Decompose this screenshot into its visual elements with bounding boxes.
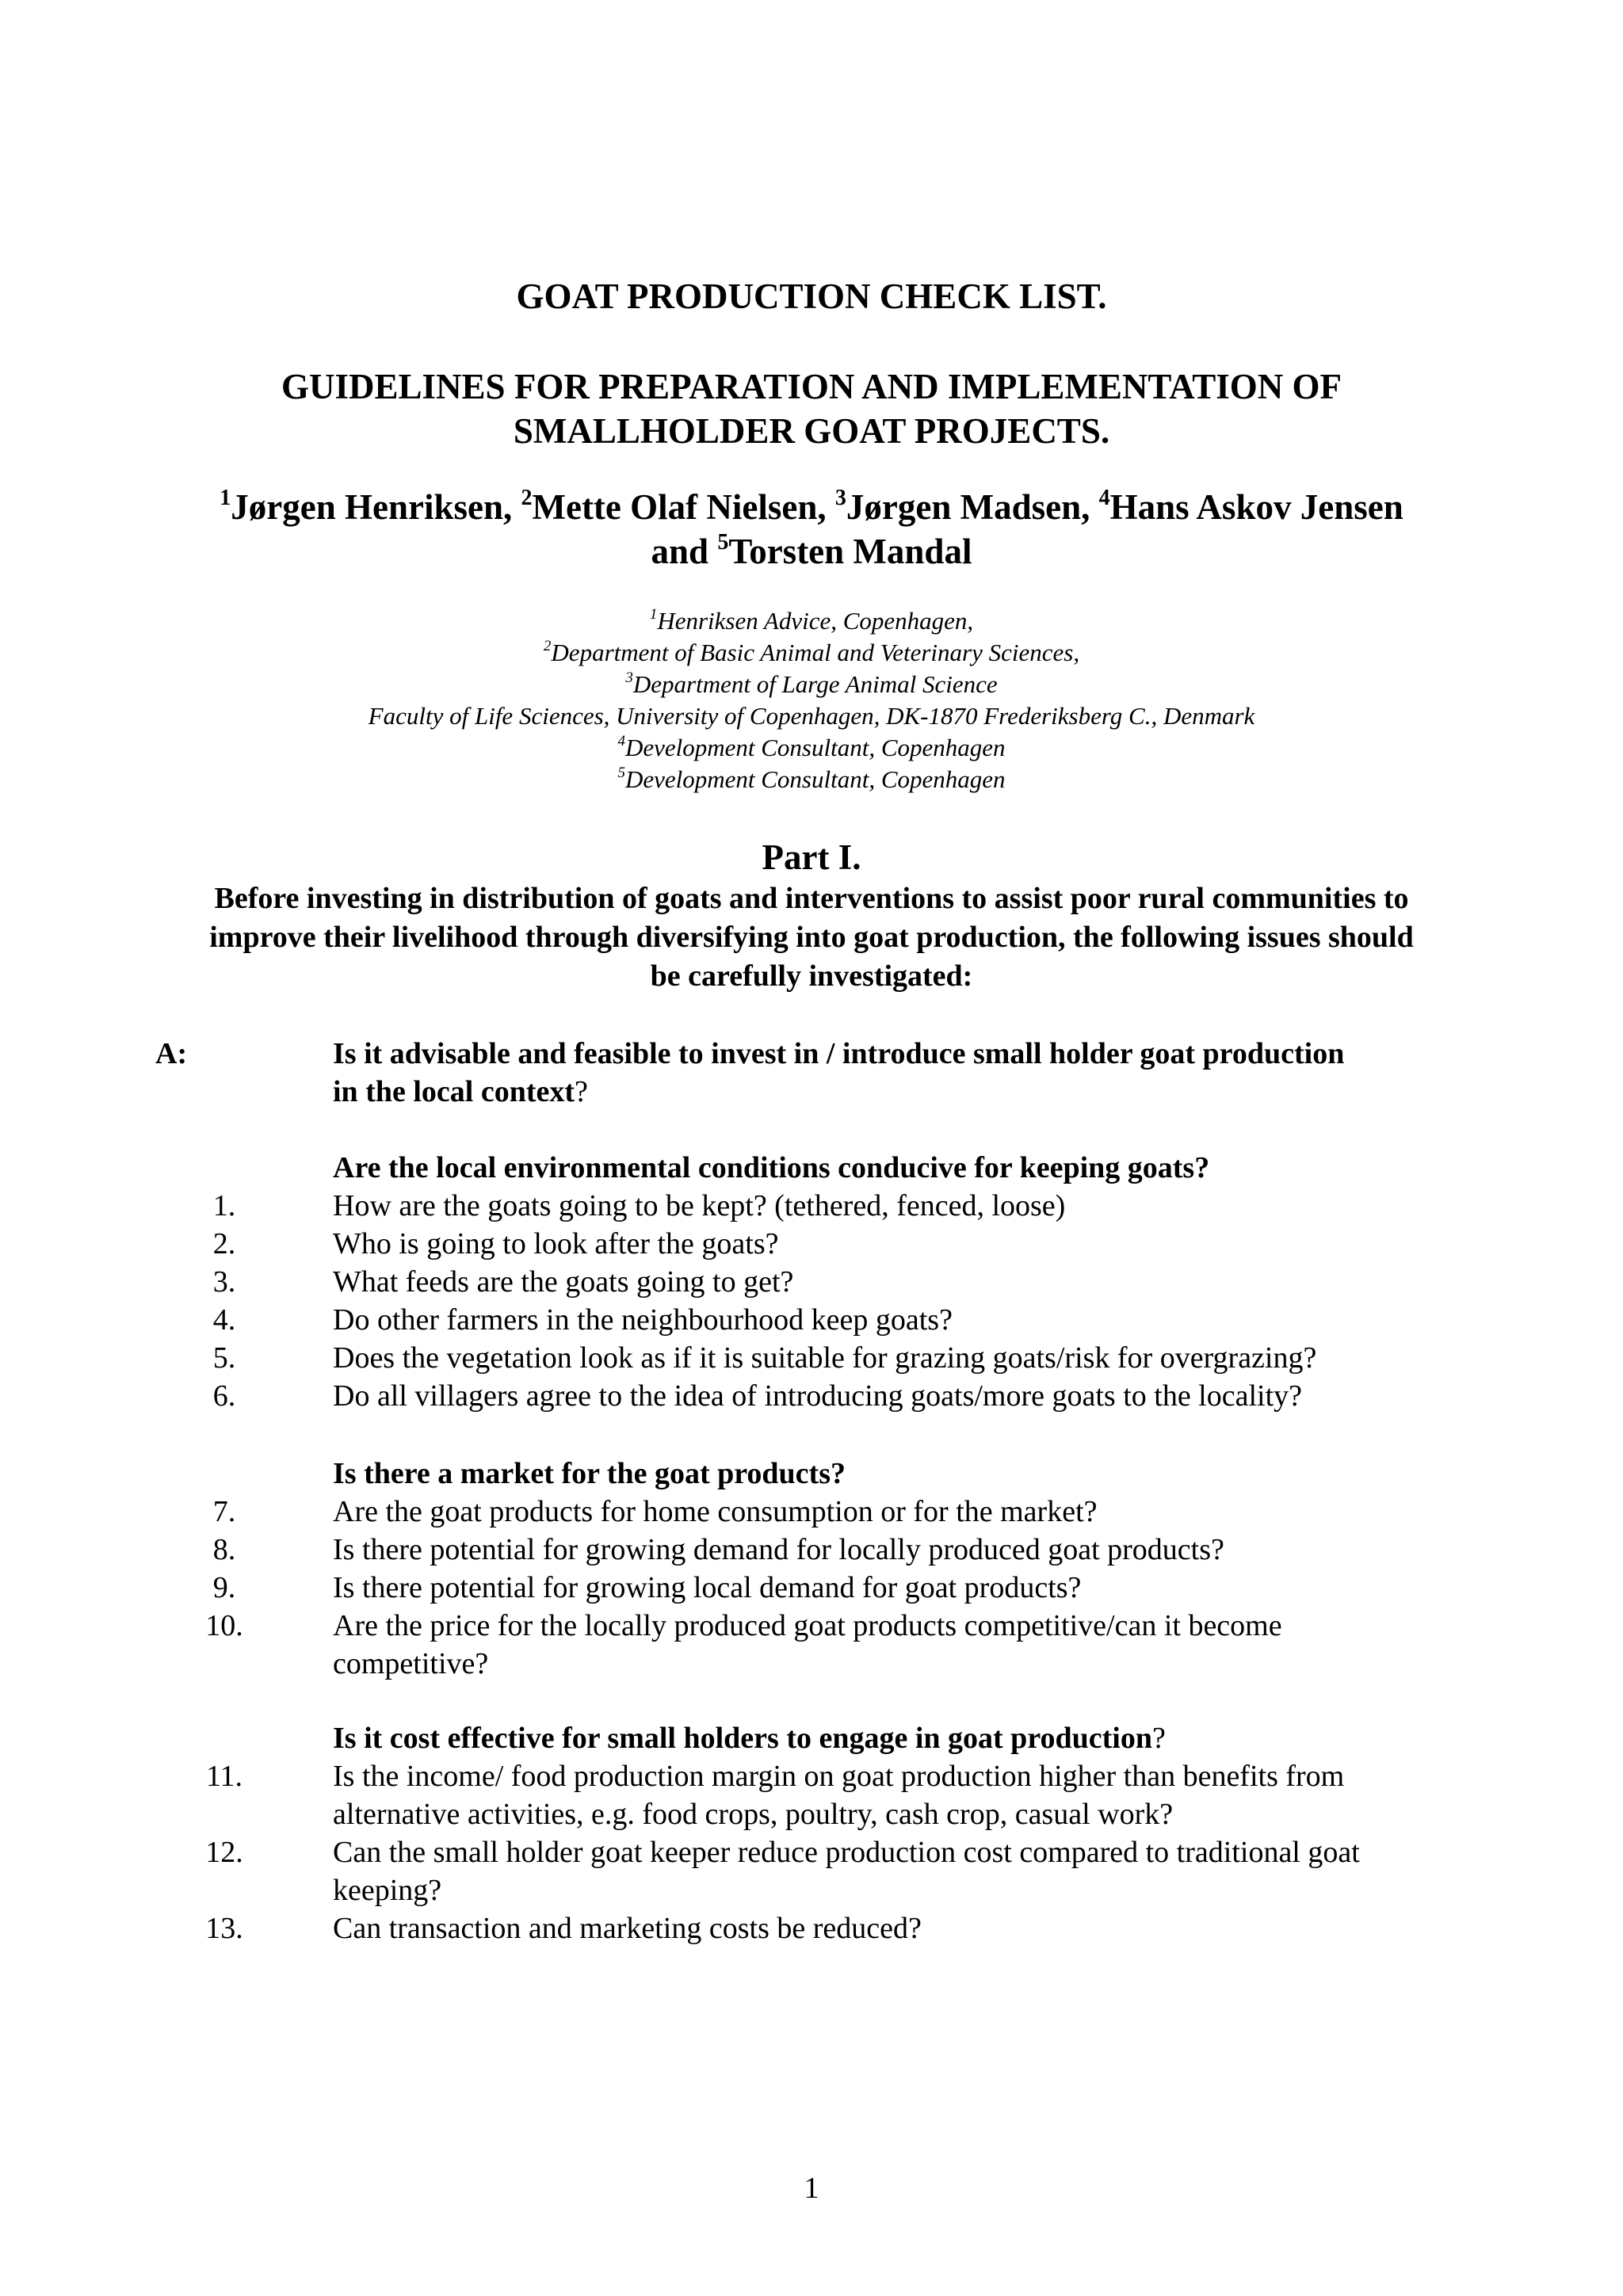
intro-paragraph bbox=[143, 879, 1480, 996]
intro-line: improve their livelihood through diversifying into goat production, the following issues should bbox=[209, 921, 1414, 954]
item-number: 10. bbox=[205, 1609, 243, 1642]
affiliation-text: Department of Large Animal Science bbox=[632, 670, 998, 698]
group-heading-text: Are the local environmental conditions conducive for keeping goats? bbox=[333, 1151, 1210, 1184]
item-text-line: keeping? bbox=[333, 1874, 442, 1907]
affiliation-text: Development Consultant, Copenhagen bbox=[624, 765, 1006, 793]
item-number: 13. bbox=[205, 1912, 243, 1945]
item-text: How are the goats going to be kept? (tethered, fenced, loose) bbox=[333, 1189, 1066, 1222]
item-text-line: competitive? bbox=[333, 1647, 489, 1680]
item-text: Is there potential for growing demand for locally produced goat products? bbox=[333, 1533, 1224, 1566]
item-text: Who is going to look after the goats? bbox=[333, 1227, 779, 1261]
author-affiliation-marker: 3 bbox=[834, 486, 846, 510]
item-number: 1. bbox=[212, 1189, 236, 1222]
item-number: 2. bbox=[212, 1227, 236, 1261]
affiliation-line bbox=[143, 669, 1480, 700]
document-subtitle bbox=[143, 364, 1480, 453]
affiliation-marker: 5 bbox=[617, 765, 625, 781]
affiliation-text: Faculty of Life Sciences, University of Copenhagen, DK-1870 Frederiksberg C., Denmark bbox=[368, 702, 1255, 730]
section-question-line: Is it advisable and feasible to invest in / introduce small holder goat production bbox=[333, 1037, 1345, 1070]
affiliation-line bbox=[143, 700, 1480, 732]
author-conjunction: and bbox=[651, 532, 718, 571]
item-number: 8. bbox=[212, 1533, 236, 1566]
item-number: 9. bbox=[212, 1571, 236, 1604]
item-number: 3. bbox=[212, 1265, 236, 1299]
affiliation-marker: 2 bbox=[543, 638, 552, 654]
affiliation-marker: 4 bbox=[617, 733, 625, 749]
item-text: Can transaction and marketing costs be reduced? bbox=[333, 1912, 922, 1945]
group-heading bbox=[333, 1719, 1506, 1757]
item-text bbox=[333, 1757, 1458, 1833]
item-text-line: alternative activities, e.g. food crops, poultry, cash crop, casual work? bbox=[333, 1798, 1174, 1831]
item-number: 11. bbox=[205, 1760, 243, 1793]
author-name: Jørgen Henriksen, bbox=[231, 487, 521, 527]
author-list bbox=[143, 485, 1480, 574]
item-text-line: Are the price for the locally produced goat products competitive/can it become bbox=[333, 1609, 1282, 1642]
item-text: Do all villagers agree to the idea of introducing goats/more goats to the locality? bbox=[333, 1379, 1303, 1413]
item-text: What feeds are the goats going to get? bbox=[333, 1265, 794, 1299]
intro-line: be carefully investigated: bbox=[650, 959, 973, 993]
affiliation-list bbox=[143, 605, 1480, 795]
author-name: Hans Askov Jensen bbox=[1109, 487, 1403, 527]
affiliation-line bbox=[143, 764, 1480, 795]
item-number: 12. bbox=[205, 1836, 243, 1869]
section-question bbox=[333, 1035, 1458, 1111]
subtitle-line: GUIDELINES FOR PREPARATION AND IMPLEMENTATION OF bbox=[281, 367, 1342, 406]
group-heading-tail: ? bbox=[1151, 1722, 1166, 1755]
affiliation-line bbox=[143, 732, 1480, 764]
author-line bbox=[143, 485, 1480, 529]
item-number: 5. bbox=[212, 1341, 236, 1375]
item-text bbox=[333, 1833, 1458, 1909]
author-affiliation-marker: 2 bbox=[521, 486, 533, 510]
item-text: Are the goat products for home consumption or for the market? bbox=[333, 1495, 1098, 1528]
section-question-line bbox=[333, 1073, 1458, 1111]
author-name: Mette Olaf Nielsen, bbox=[532, 487, 835, 527]
item-number: 7. bbox=[212, 1495, 236, 1528]
author-name: Jørgen Madsen, bbox=[846, 487, 1099, 527]
item-text-line: Can the small holder goat keeper reduce production cost compared to traditional goat bbox=[333, 1836, 1360, 1869]
author-line bbox=[143, 529, 1480, 574]
item-text: Does the vegetation look as if it is suitable for grazing goats/risk for overgrazing? bbox=[333, 1341, 1317, 1375]
author-affiliation-marker: 4 bbox=[1098, 486, 1110, 510]
page-number: 1 bbox=[804, 2172, 819, 2205]
section-question-mark: ? bbox=[575, 1075, 588, 1108]
author-affiliation-marker: 5 bbox=[717, 530, 729, 555]
affiliation-marker: 3 bbox=[625, 669, 633, 686]
affiliation-text: Henriksen Advice, Copenhagen, bbox=[657, 607, 974, 635]
item-text: Is there potential for growing local demand for goat products? bbox=[333, 1571, 1082, 1604]
item-number: 4. bbox=[212, 1303, 236, 1337]
item-text-line: Is the income/ food production margin on goat production higher than benefits from bbox=[333, 1760, 1345, 1793]
author-affiliation-marker: 1 bbox=[220, 486, 231, 510]
group-heading bbox=[333, 1455, 1506, 1493]
section-question-text: in the local context bbox=[333, 1075, 575, 1108]
affiliation-line bbox=[143, 605, 1480, 637]
section-label: A: bbox=[155, 1037, 188, 1070]
item-text: Do other farmers in the neighbourhood keep goats? bbox=[333, 1303, 953, 1337]
affiliation-line bbox=[143, 637, 1480, 669]
item-text bbox=[333, 1607, 1458, 1683]
document-title: GOAT PRODUCTION CHECK LIST. bbox=[516, 277, 1107, 316]
affiliation-text: Department of Basic Animal and Veterinary Sciences, bbox=[551, 639, 1080, 666]
part-heading: Part I. bbox=[762, 837, 861, 877]
intro-line: Before investing in distribution of goats and interventions to assist poor rural communities to bbox=[214, 882, 1409, 915]
group-heading-text: Is there a market for the goat products? bbox=[333, 1457, 846, 1490]
group-heading-text: Is it cost effective for small holders to engage in goat production bbox=[333, 1722, 1152, 1755]
author-name: Torsten Mandal bbox=[728, 532, 972, 571]
affiliation-marker: 1 bbox=[649, 606, 658, 623]
affiliation-text: Development Consultant, Copenhagen bbox=[624, 734, 1006, 761]
subtitle-line: SMALLHOLDER GOAT PROJECTS. bbox=[513, 411, 1110, 451]
item-number: 6. bbox=[212, 1379, 236, 1413]
group-heading bbox=[333, 1149, 1506, 1187]
